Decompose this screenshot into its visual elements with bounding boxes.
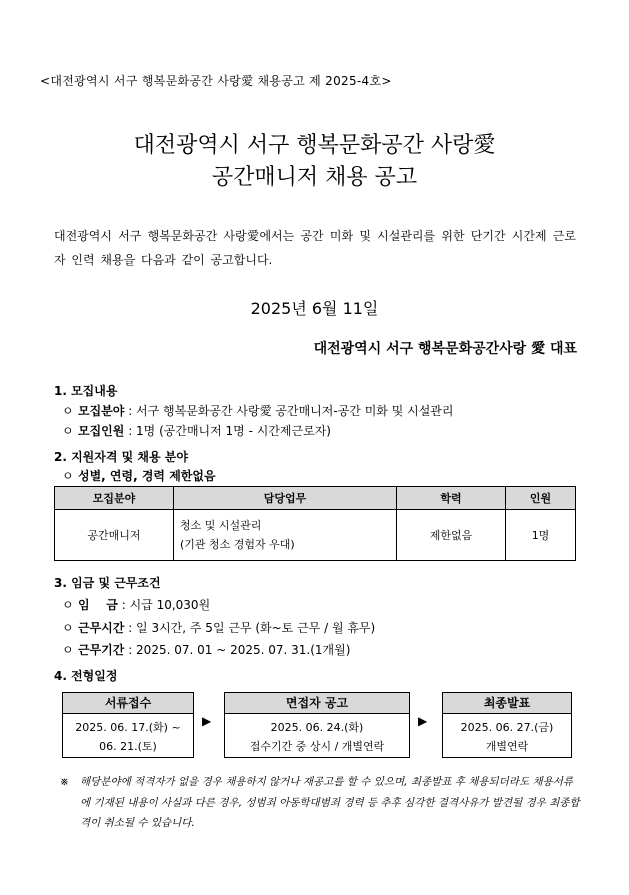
table-header-row	[55, 487, 576, 510]
schedule-stage-final	[442, 692, 572, 758]
bullet-mark: ㅇ	[62, 404, 74, 418]
bullet-mark: ㅇ	[62, 643, 74, 657]
section-3-heading: 3. 임금 및 근무조건	[54, 576, 161, 590]
stage-title: 서류접수	[63, 693, 193, 714]
stage-line: 2025. 06. 27.(금)	[460, 721, 554, 734]
section-1-item	[62, 422, 331, 439]
stage-line: 접수기간 중 상시 / 개별연락	[249, 740, 385, 753]
page-title-line2	[0, 160, 629, 191]
item-value: : 1명 (공간매니저 1명 - 시간제근로자)	[124, 424, 331, 438]
stage-title: 면접자 공고	[225, 693, 409, 714]
table-cell-duty	[174, 510, 397, 561]
arrow-right-icon: ▶	[418, 714, 428, 728]
stage-title: 최종발표	[443, 693, 571, 714]
item-label: 임 금	[78, 598, 118, 612]
schedule-stage-document	[62, 692, 194, 758]
section-2-item	[62, 467, 216, 484]
item-label: 근무시간	[78, 621, 125, 635]
bullet-mark: ㅇ	[62, 424, 74, 438]
section-2-heading: 2. 지원자격 및 채용 분야	[54, 450, 188, 464]
document-number: <대전광역시 서구 행복문화공간 사랑愛 채용공고 제 2025-4호>	[40, 74, 392, 88]
arrow-right-icon: ▶	[202, 714, 212, 728]
section-4-heading: 4. 전형일정	[54, 669, 118, 683]
stage-line: 06. 21.(토)	[99, 740, 157, 753]
notice-text: 해당분야에 적격자가 없을 경우 채용하지 않거나 재공고를 할 수 있으며, 최종발표 후 채용되더라도 채용서류에 기재된 내용이 사실과 다른 경우, 성범죄 아동학대범죄 경력 등 추후 심각한 결격사유가 발견될 경우 최종합격이 취소될 수 있습니다.	[80, 776, 580, 829]
organization-signature: 대전광역시 서구 행복문화공간사랑 愛 대표	[313, 341, 577, 357]
table-header: 담당업무	[174, 487, 397, 510]
table-header: 모집분야	[55, 487, 174, 510]
stage-body	[443, 714, 571, 756]
item-value: : 일 3시간, 주 5일 근무 (화~토 근무 / 월 휴무)	[124, 621, 376, 635]
stage-line: 2025. 06. 24.(화)	[270, 721, 364, 734]
table-row	[55, 510, 576, 561]
table-header: 학력	[397, 487, 506, 510]
section-3-item	[62, 619, 375, 636]
intro-paragraph: 대전광역시 서구 행복문화공간 사랑愛에서는 공간 미화 및 시설관리를 위한 단기간 시간제 근로자 인력 채용을 다음과 같이 공고합니다.	[54, 229, 576, 267]
bullet-mark: ㅇ	[62, 621, 74, 635]
table-cell-field: 공간매니저	[55, 510, 174, 561]
section-3-item	[62, 596, 210, 613]
schedule-stage-interview	[224, 692, 410, 758]
bullet-mark: ㅇ	[62, 598, 74, 612]
notice-footnote	[60, 772, 580, 834]
item-value: : 서구 행복문화공간 사랑愛 공간매니저-공간 미화 및 시설관리	[124, 404, 454, 418]
item-value: : 시급 10,030원	[117, 598, 211, 612]
stage-body	[225, 714, 409, 756]
page-title-line1: 대전광역시 서구 행복문화공간 사랑愛	[133, 133, 496, 158]
duty-line: 청소 및 시설관리	[180, 519, 262, 532]
item-label: 성별, 연령, 경력 제한없음	[78, 469, 216, 483]
page-title-line2-text: 공간매니저 채용 공고	[211, 165, 418, 190]
section-1-item	[62, 402, 453, 419]
duty-line: (기관 청소 경험자 우대)	[180, 538, 295, 551]
stage-body	[63, 714, 193, 756]
table-cell-education: 제한없음	[397, 510, 506, 561]
section-3-item	[62, 641, 350, 658]
table-cell-count: 1명	[506, 510, 576, 561]
stage-line: 2025. 06. 17.(화) ~	[75, 721, 181, 734]
stage-line: 개별연락	[485, 740, 529, 753]
item-value: : 2025. 07. 01 ~ 2025. 07. 31.(1개월)	[124, 643, 351, 657]
item-label: 근무기간	[78, 643, 125, 657]
table-header: 인원	[506, 487, 576, 510]
bullet-mark: ㅇ	[62, 469, 74, 483]
section-1-heading: 1. 모집내용	[54, 384, 118, 398]
item-label: 모집분야	[78, 404, 125, 418]
announcement-date: 2025년 6월 11일	[250, 299, 379, 318]
reference-mark: ※	[60, 776, 69, 788]
item-label: 모집인원	[78, 424, 125, 438]
recruitment-table	[54, 486, 576, 561]
